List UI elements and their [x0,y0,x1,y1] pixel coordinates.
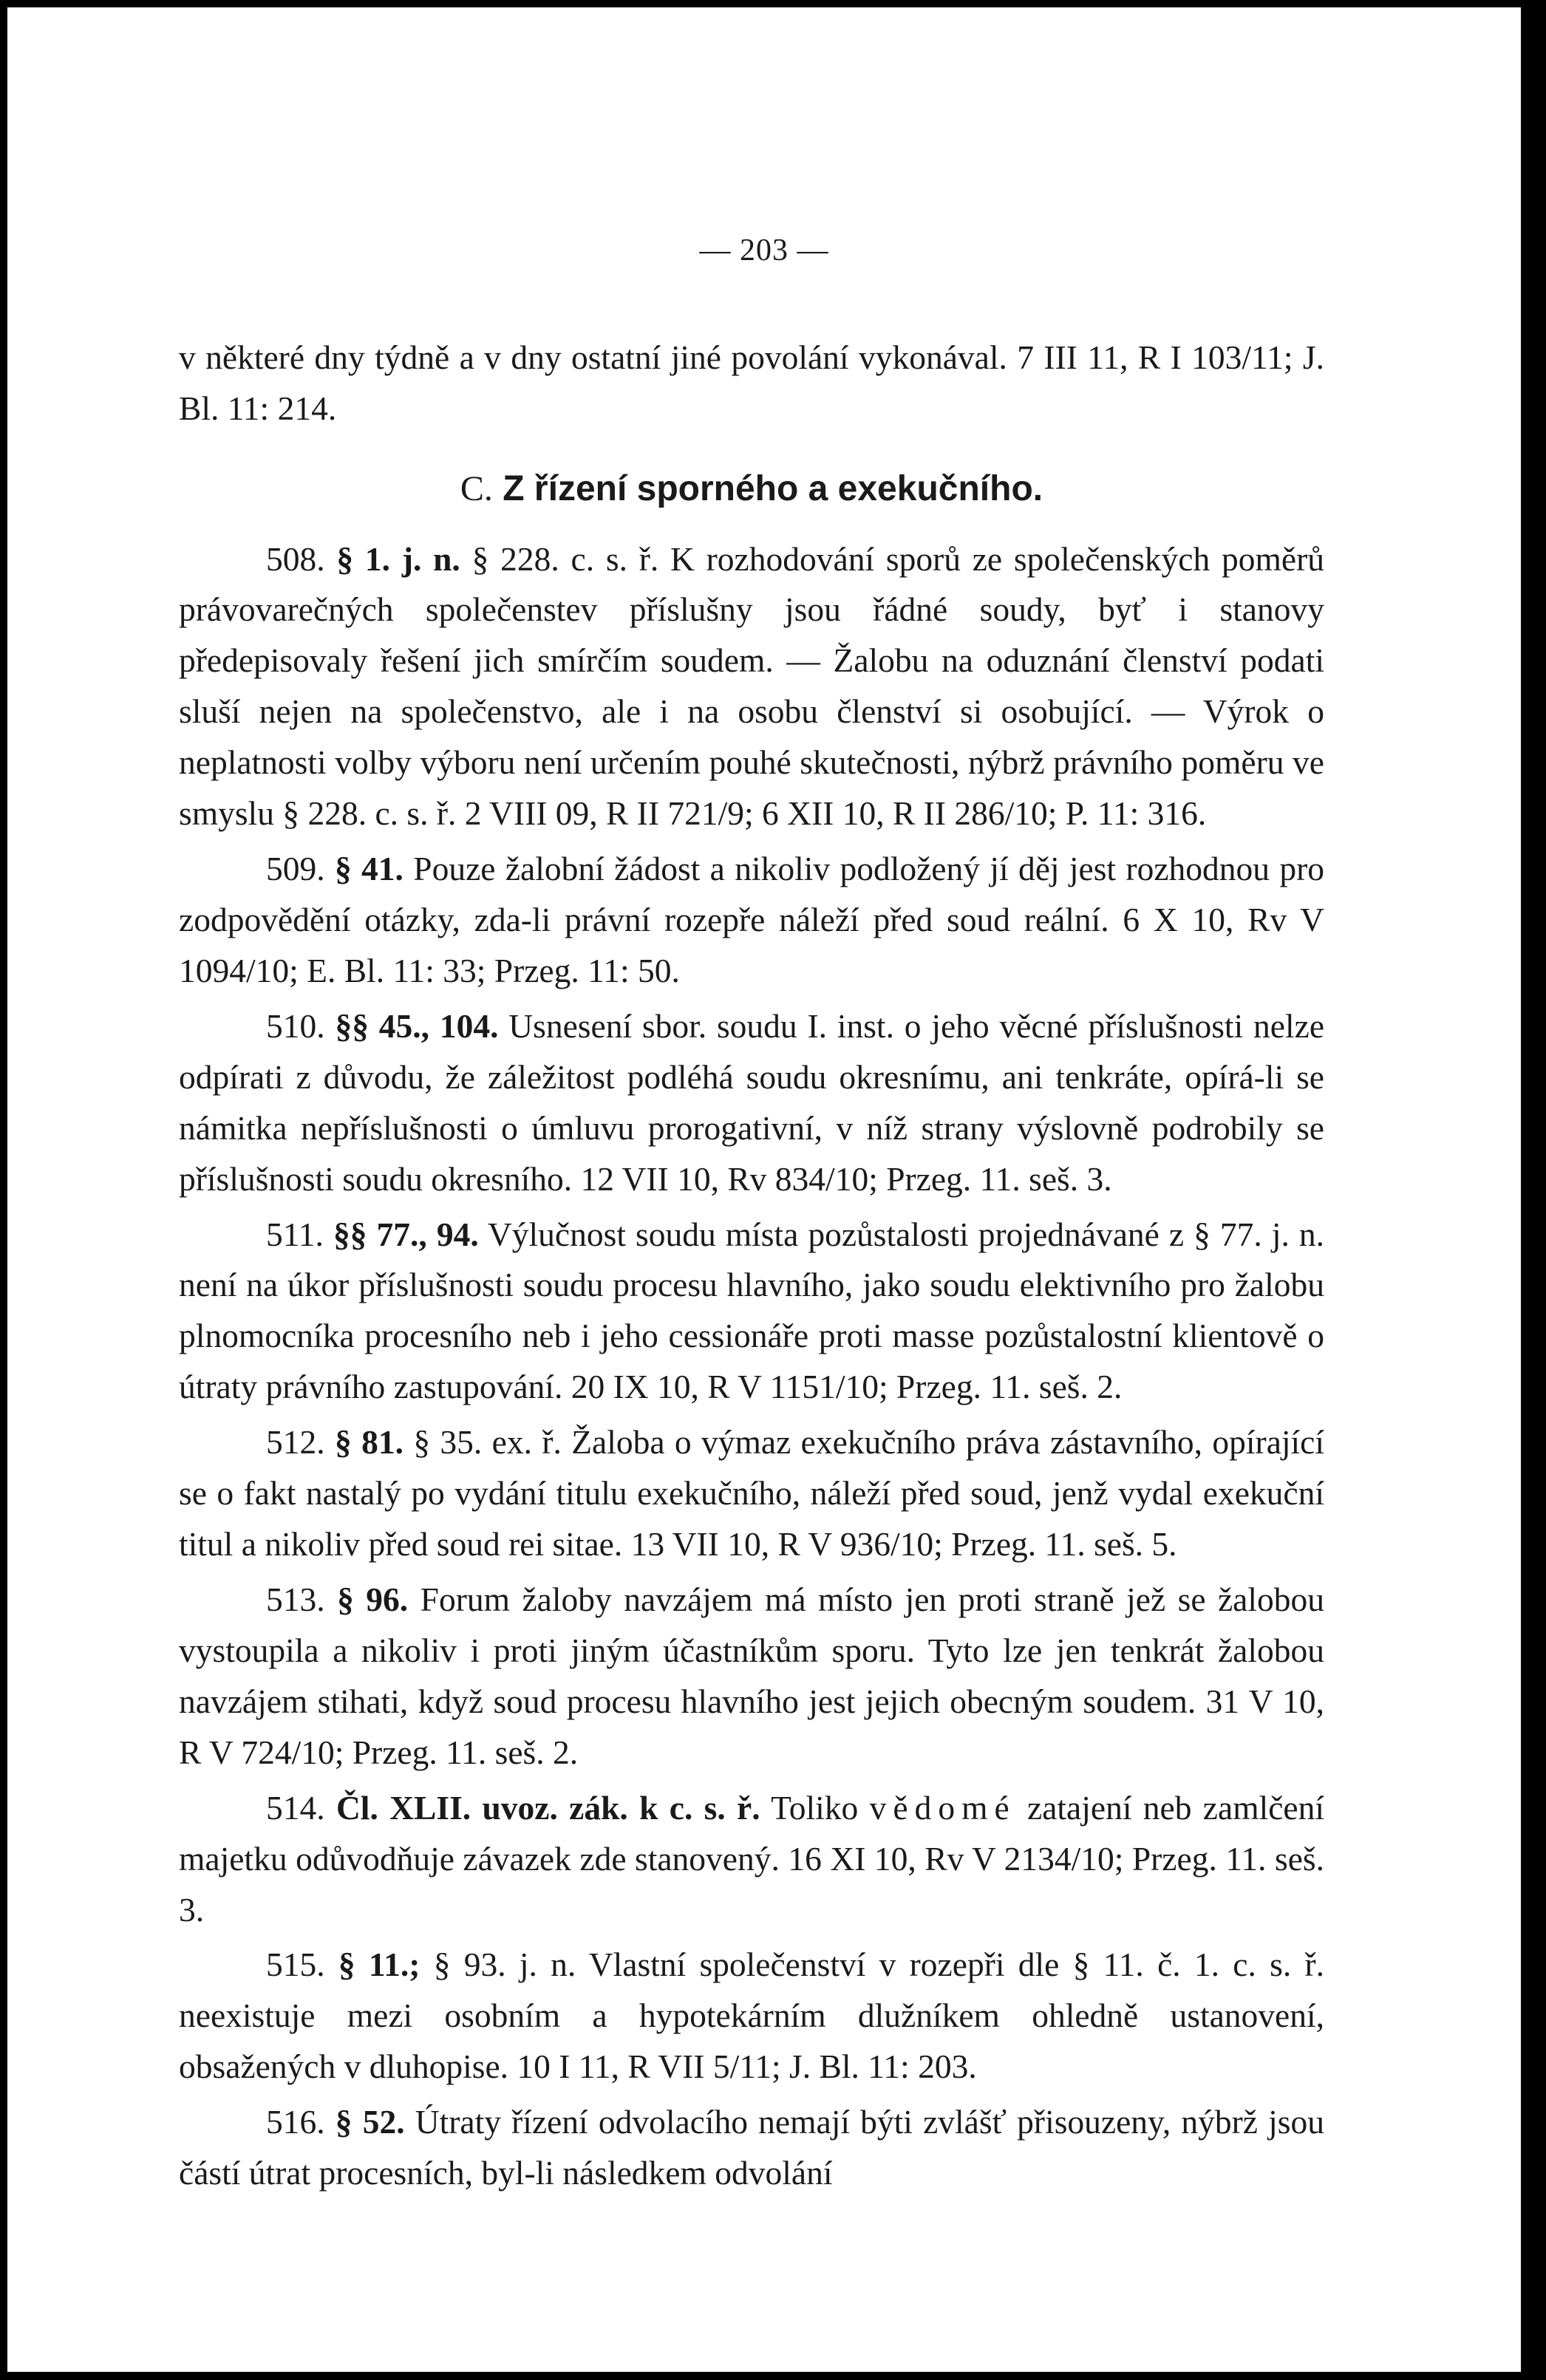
entry-number: 514. [266,1788,325,1827]
entry-text: Usnesení sbor. soudu I. inst. o jeho věcné příslušnosti nelze odpírati z důvodu, že záležitost podléhá soudu okresnímu, ani tenkráte, opírá-li se námitka nepříslušnosti o úmluvu prorogativní, v níž strany výslovně podrobily se příslušnosti soudu okresního. 12 VII 10, Rv 834/10; Przeg. 11. seš. 3. [179,1006,1325,1198]
entry-number: 513. [266,1581,325,1618]
page-number: — 203 — [699,233,829,267]
entry-text: zatajení neb zamlčení majetku odůvodňuje závazek zde stanovený. 16 XI 10, Rv V 2134/10; Przeg. 11. seš. 3. [179,1788,1325,1929]
entry-516 [179,2097,1324,2199]
entry-citation: § 96. [337,1581,409,1618]
entry-citation: Čl. XLII. uvoz. zák. k c. s. ř. [336,1788,760,1827]
entry-514 [179,1783,1324,1936]
entry-text: § 93. j. n. Vlastní společenství v rozepři dle § 11. č. 1. c. s. ř. neexistuje mezi osobním a hypotekárním dlužníkem ohledně ustanovení, obsažených v dluhopise. 10 I 11, R VII 5/11; J. Bl. 11: 203. [179,1946,1325,2086]
page-body [179,333,1324,2203]
section-letter: C. [460,468,493,508]
entry-text: Pouze žalobní žádost a nikoliv podložený jí děj jest rozhodnou pro zodpovědění otázky, zda-li právní rozepře náleží před soud reální. 6 X 10, Rv V 1094/10; E. Bl. 11: 33; Przeg. 11: 50. [179,850,1325,989]
entry-number: 508. [266,539,325,578]
intro-paragraph: v některé dny týdně a v dny ostatní jiné povolání vykonával. 7 III 11, R I 103/11; J. Bl. 11: 214. [179,338,1324,427]
entry-number: 516. [266,2103,325,2141]
entry-number: 510. [266,1006,325,1045]
document-page [7,7,1530,2372]
entry-citation: §§ 77., 94. [333,1215,479,1253]
entry-512 [179,1417,1324,1570]
entry-number: 511. [266,1215,324,1253]
entry-text: Forum žaloby navzájem má místo jen proti straně jež se žalobou vystoupila a nikoliv i proti jiným účastníkům sporu. Tyto lze jen tenkrát žalobou navzájem stihati, když soud procesu hlavního jest jejich obecným soudem. 31 V 10, R V 724/10; Przeg. 11. seš. 2. [179,1581,1325,1771]
section-heading [179,463,1324,516]
entry-citation: § 52. [335,2103,405,2141]
entry-text: § 35. ex. ř. Žaloba o výmaz exekučního práva zástavního, opírající se o fakt nastalý po vydání titulu exekučního, náleží před soud, jenž vydal exekuční titul a nikoliv před soud rei sitae. 13 VII 10, R V 936/10; Przeg. 11. seš. 5. [179,1423,1325,1564]
entry-text: Výlučnost soudu místa pozůstalosti projednávané z § 77. j. n. není na úkor příslušnosti soudu procesu hlavního, jako soudu elektivního pro žalobu plnomocníka procesního neb i jeho cessionáře proti masse pozůstalostní klientově o útraty právního zastupování. 20 IX 10, R V 1151/10; Przeg. 11. seš. 2. [179,1215,1325,1406]
entry-number: 515. [266,1946,325,1984]
entry-citation: § 11.; [338,1946,420,1984]
entry-number: 512. [266,1423,325,1462]
entry-emphasis: vědomé [869,1788,1016,1827]
entry-citation: § 1. j. n. [336,539,460,578]
entry-citation: §§ 45., 104. [335,1006,499,1045]
entry-text: Útraty řízení odvolacího nemají býti zvlášť přisouzeny, nýbrž jsou částí útrat procesních, byl-li následkem odvolání [179,2103,1324,2192]
entry-citation: § 81. [334,1423,403,1462]
section-title: Z řízení sporného a exekučního. [503,468,1043,508]
entry-text-before: Toliko [771,1788,859,1827]
entry-510 [179,1001,1324,1205]
entry-number: 509. [266,850,325,888]
entry-511 [179,1210,1324,1414]
entry-513 [179,1575,1324,1779]
entry-508 [179,534,1324,840]
entry-citation: § 41. [334,850,403,888]
entry-text: § 228. c. s. ř. K rozhodování sporů ze společenských poměrů právovarečných společenstev příslušny jsou řádné soudy, byť i stanovy předepisovaly řešení jich smírčím soudem. — Žalobu na oduznání členství podati sluší nejen na společenstvo, ale i na osobu členství si osobující. — Výrok o neplatnosti volby výboru není určením pouhé skutečnosti, nýbrž právního poměru ve smyslu § 228. c. s. ř. 2 VIII 09, R II 721/9; 6 XII 10, R II 286/10; P. 11: 316. [179,539,1325,833]
entry-515 [179,1940,1324,2093]
entry-509 [179,844,1324,997]
